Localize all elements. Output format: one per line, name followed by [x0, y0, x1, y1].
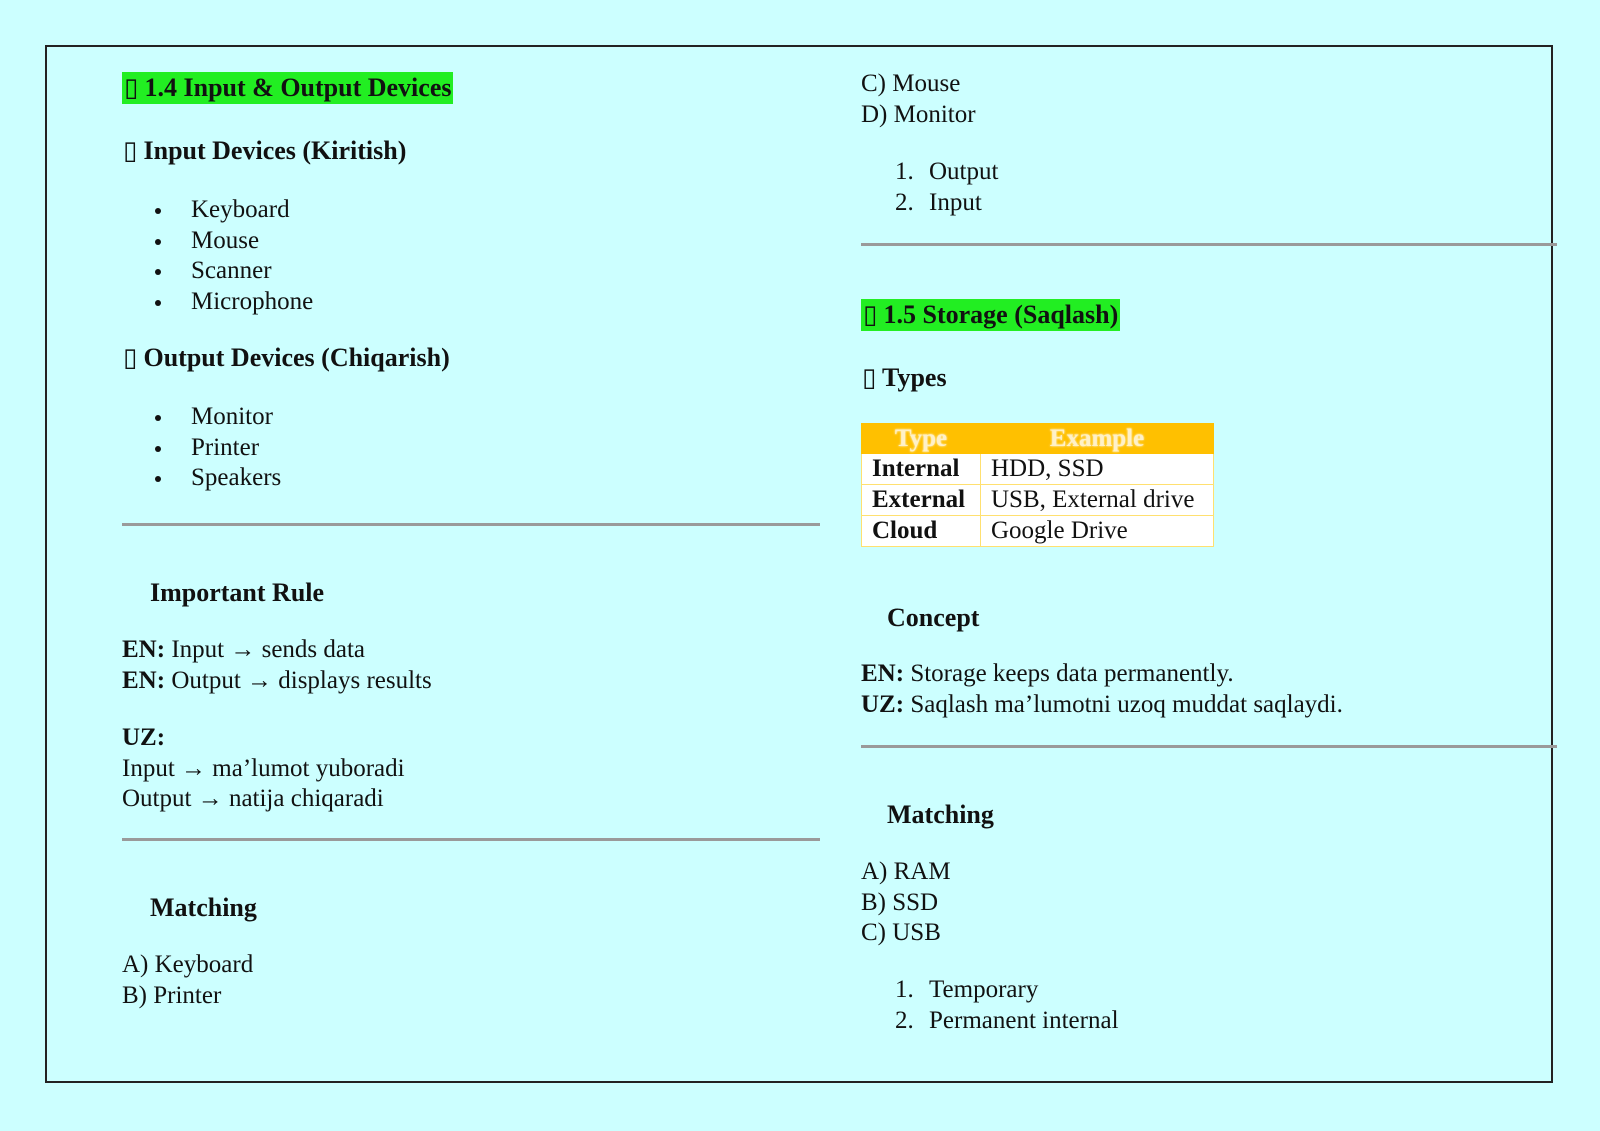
bullet-icon	[155, 269, 161, 275]
bullet-icon	[155, 300, 161, 306]
list-item: 2. Input	[895, 188, 982, 216]
matching-item: B) SSD	[861, 888, 939, 916]
rule-uz-lines	[122, 723, 405, 815]
output-devices-heading	[123, 345, 450, 371]
bullet-icon	[155, 208, 161, 214]
section-title-text: 1.4 Input & Output Devices	[144, 73, 452, 102]
table-cell: USB, External drive	[981, 485, 1214, 516]
divider	[122, 523, 820, 526]
list-item: Speakers	[155, 463, 281, 494]
table-cell: HDD, SSD	[981, 454, 1214, 485]
table-row	[862, 485, 1214, 516]
table-row	[862, 516, 1214, 547]
matching-item: C) USB	[861, 919, 941, 946]
missing-glyph-box-icon: ▯	[123, 136, 138, 165]
rule-en-line-2: EN: Output → displays results	[122, 666, 432, 694]
divider	[861, 243, 1557, 246]
table-row	[862, 454, 1214, 485]
table-cell: External	[862, 485, 981, 516]
missing-glyph-box-icon: ▯	[124, 73, 139, 102]
list-item: Scanner	[155, 256, 313, 287]
list-item: Mouse	[155, 226, 313, 257]
types-heading-text: Types	[882, 363, 947, 392]
rule-uz-line-2: Output → natija chiqaradi	[122, 785, 384, 812]
list-item: 1. Output	[895, 158, 999, 185]
continued-answers-list	[895, 157, 998, 218]
input-devices-list	[155, 195, 313, 317]
list-item: 2. Permanent internal	[895, 1006, 1119, 1034]
list-item: Monitor	[155, 402, 281, 433]
list-item: 1. Temporary	[895, 976, 1039, 1003]
concept-en-line: EN: Storage keeps data permanently.	[861, 660, 1234, 687]
list-item: Printer	[155, 433, 281, 464]
concept-uz-line: UZ: Saqlash ma’lumotni uzoq muddat saqlaydi.	[861, 690, 1343, 718]
matching-item: B) Printer	[122, 981, 222, 1009]
rule-en-line-1: EN: Input → sends data	[122, 636, 366, 663]
matching-item: A) RAM	[861, 858, 951, 885]
types-heading	[862, 365, 947, 391]
input-devices-heading	[123, 138, 406, 164]
table-cell: Cloud	[862, 516, 981, 547]
bullet-icon	[155, 446, 161, 452]
missing-glyph-box-icon: ▯	[123, 343, 138, 372]
divider	[122, 838, 820, 841]
bullet-icon	[155, 476, 161, 482]
matching-answers-right	[895, 975, 1119, 1036]
matching-heading-left: Matching	[150, 893, 257, 922]
missing-glyph-box-icon: ▯	[862, 363, 877, 392]
input-devices-heading-text: Input Devices (Kiritish)	[143, 136, 407, 165]
section-title-storage	[861, 299, 1120, 331]
table-header-cell: Example	[981, 424, 1214, 454]
rule-uz-label: UZ:	[122, 724, 166, 751]
bullet-icon	[155, 239, 161, 245]
matching-item: A) Keyboard	[122, 951, 254, 978]
matching-items-left	[122, 950, 253, 1011]
matching-items-right	[861, 857, 951, 949]
matching-heading-right: Matching	[887, 800, 994, 829]
table-cell: Google Drive	[981, 516, 1214, 547]
list-item: Keyboard	[155, 195, 313, 226]
table-header-cell: Type	[862, 424, 981, 454]
concept-lines	[861, 659, 1343, 720]
storage-types-table	[861, 423, 1214, 547]
continued-matching-items	[861, 69, 976, 130]
matching-item: D) Monitor	[861, 100, 976, 128]
table-header-row	[862, 424, 1214, 454]
list-item: Microphone	[155, 287, 313, 318]
rule-uz-line-1: Input → ma’lumot yuboradi	[122, 754, 405, 782]
output-devices-heading-text: Output Devices (Chiqarish)	[143, 343, 450, 372]
rule-en-lines	[122, 635, 432, 696]
bullet-icon	[155, 415, 161, 421]
section-title-text: 1.5 Storage (Saqlash)	[883, 300, 1119, 329]
divider	[861, 745, 1557, 748]
missing-glyph-box-icon: ▯	[863, 300, 878, 329]
concept-heading: Concept	[887, 603, 980, 632]
table-cell: Internal	[862, 454, 981, 485]
important-rule-heading: Important Rule	[150, 578, 325, 607]
matching-item: C) Mouse	[861, 70, 961, 97]
output-devices-list	[155, 402, 281, 494]
section-title-input-output	[122, 72, 453, 104]
